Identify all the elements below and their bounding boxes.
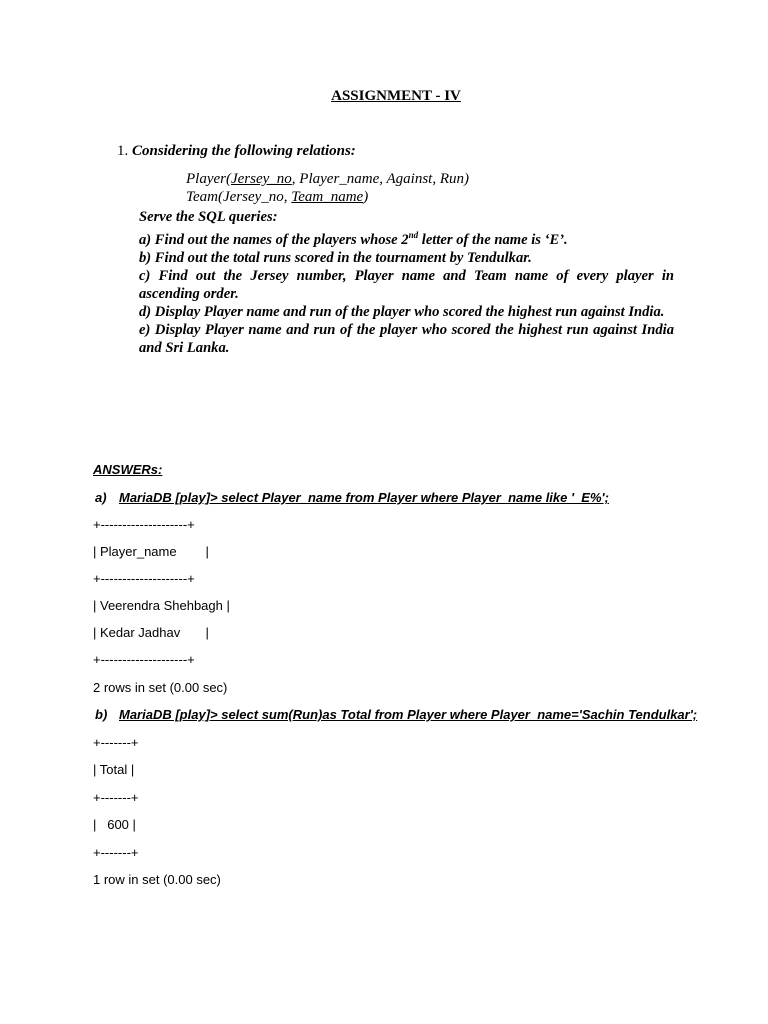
- question-items: [139, 208, 674, 357]
- answer-a-summary: 2 rows in set (0.00 sec): [93, 680, 228, 695]
- answer-b-query: [95, 707, 697, 722]
- answer-b-label: b): [95, 707, 108, 722]
- answer-a-header: | Player_name |: [93, 544, 209, 559]
- question-item-a: a) Find out the names of the players whose 2nd letter of the name is ‘E’.: [139, 230, 568, 248]
- question-item-e: e) Display Player name and run of the player who scored the highest run against India and Sri Lanka.: [139, 321, 674, 356]
- answer-b-header: | Total |: [93, 762, 135, 777]
- answer-a-row: | Veerendra Shehbagh |: [93, 598, 230, 613]
- relation-player: Player(Jersey_no, Player_name, Against, Run): [186, 171, 469, 187]
- question-item-d: d) Display Player name and run of the player who scored the highest run against India.: [139, 303, 665, 320]
- assignment-title: ASSIGNMENT - IV: [331, 88, 461, 104]
- answer-a-label: a): [95, 490, 107, 505]
- question-item-c: c) Find out the Jersey number, Player name and Team name of every player in ascending order.: [139, 267, 674, 302]
- answer-b-row: | 600 |: [93, 817, 136, 832]
- answer-a-border: +--------------------+: [93, 517, 195, 532]
- primary-key-jersey-no: Jersey_no: [230, 171, 292, 187]
- answer-a-row: | Kedar Jadhav |: [93, 625, 209, 640]
- answer-a-border: +--------------------+: [93, 652, 195, 667]
- question-number: 1.: [117, 143, 129, 159]
- answer-b-border: +-------+: [93, 845, 139, 860]
- answers-heading: ANSWERs:: [93, 462, 163, 477]
- question-heading: [117, 143, 356, 160]
- serve-text: Serve the SQL queries:: [139, 209, 278, 225]
- primary-key-team-name: Team_name: [291, 189, 364, 205]
- answer-b-border: +-------+: [93, 735, 139, 750]
- answer-b-border: +-------+: [93, 790, 139, 805]
- answer-b-summary: 1 row in set (0.00 sec): [93, 872, 221, 887]
- answer-a-sql: MariaDB [play]> select Player_name from Player where Player_name like '_E%';: [119, 490, 609, 505]
- answer-a-query: [95, 490, 609, 505]
- question-heading-text: Considering the following relations:: [132, 143, 356, 159]
- question-item-b: b) Find out the total runs scored in the tournament by Tendulkar.: [139, 249, 532, 266]
- answer-a-border: +--------------------+: [93, 571, 195, 586]
- answer-b-sql: MariaDB [play]> select sum(Run)as Total from Player where Player_name='Sachin Tendulkar';: [119, 707, 698, 722]
- relation-team: Team(Jersey_no, Team_name): [186, 189, 369, 205]
